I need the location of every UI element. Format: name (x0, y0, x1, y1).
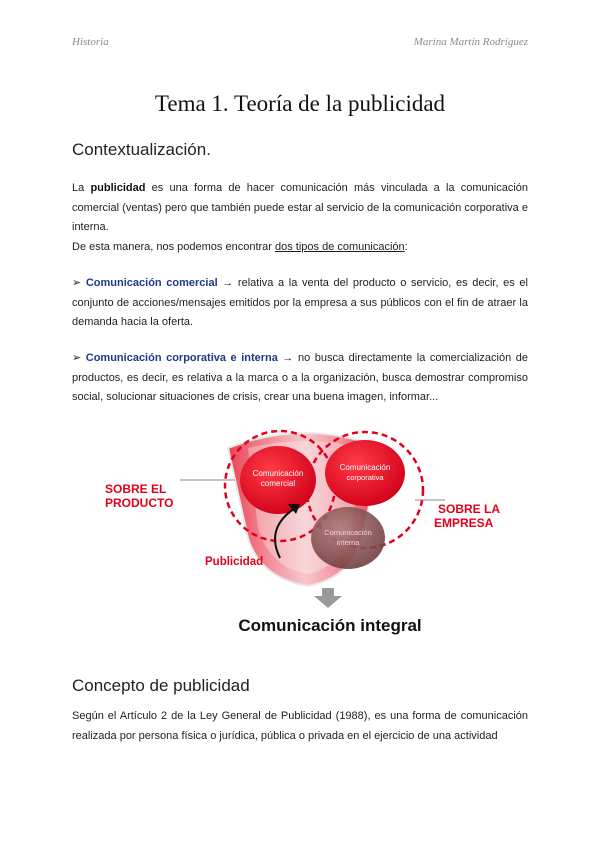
p2-underline: dos tipos de comunicación (275, 240, 405, 253)
p1-bold-publicidad: publicidad (90, 182, 146, 194)
bullet2-text: → no busca directamente la comercialización de productos, es decir, es relativa a la marca o a la organización, busca demostrar compromiso social, solucionar situaciones de crisis, crear una buena imagen, informar... (72, 352, 528, 403)
p2-post: : (404, 240, 408, 253)
label-sobre-el: SOBRE EL (105, 482, 167, 496)
circle2-line1: Comunicación (339, 463, 391, 472)
label-publicidad: Publicidad (205, 556, 264, 568)
bullet-comunicacion-corporativa (72, 349, 528, 408)
circle1-line2: comercial (260, 479, 296, 488)
paragraph-publicidad (72, 179, 528, 257)
header-author: Marina Martín Rodríguez (413, 36, 528, 48)
label-empresa: EMPRESA (434, 516, 494, 530)
section-heading-concepto: Concepto de publicidad (72, 676, 250, 695)
term-comunicacion-comercial: Comunicación comercial (85, 277, 218, 289)
circle3-line2: interna (336, 538, 360, 547)
page-title: Tema 1. Teoría de la publicidad (154, 91, 446, 116)
down-arrow-icon (314, 588, 342, 608)
bullet1-text: → relativa a la venta del producto o servicio, es decir, es el conjunto de acciones/mensajes emitidos por la empresa a sus públicos con el fin de atraer la demanda hacia la oferta. (72, 277, 528, 328)
header-subject: Historia (72, 36, 109, 48)
circle1-line1: Comunicación (252, 469, 304, 478)
comunicacion-integral-diagram (60, 418, 540, 648)
term-comunicacion-corporativa: Comunicación corporativa e interna (85, 352, 278, 364)
page-header (72, 36, 528, 48)
p1-post: es una forma de hacer comunicación más vinculada a la comunicación comercial (ventas) pero que también puede estar al servicio de la comunicación corporativa e interna. (72, 182, 528, 233)
label-sobre-la: SOBRE LA (438, 502, 501, 516)
label-producto: PRODUCTO (105, 496, 174, 510)
paragraph-concepto: Según el Artículo 2 de la Ley General de Publicidad (1988), es una forma de comunicación realizada por persona física o jurídica, pública o privada en el ejercicio de una actividad (72, 710, 528, 742)
section-heading-contextualizacion: Contextualización. (72, 140, 211, 159)
bullet-comunicacion-comercial (72, 274, 528, 333)
bullet-arrow-icon: ➢ (72, 352, 82, 364)
label-comunicacion-integral: Comunicación integral (238, 616, 422, 635)
p2-pre: De esta manera, nos podemos encontrar (72, 240, 276, 253)
circle2-line2: corporativa (346, 473, 384, 482)
circle3-line1: Comunicación (324, 528, 372, 537)
bullet-arrow-icon: ➢ (72, 277, 82, 289)
p1-pre: La (72, 182, 91, 194)
